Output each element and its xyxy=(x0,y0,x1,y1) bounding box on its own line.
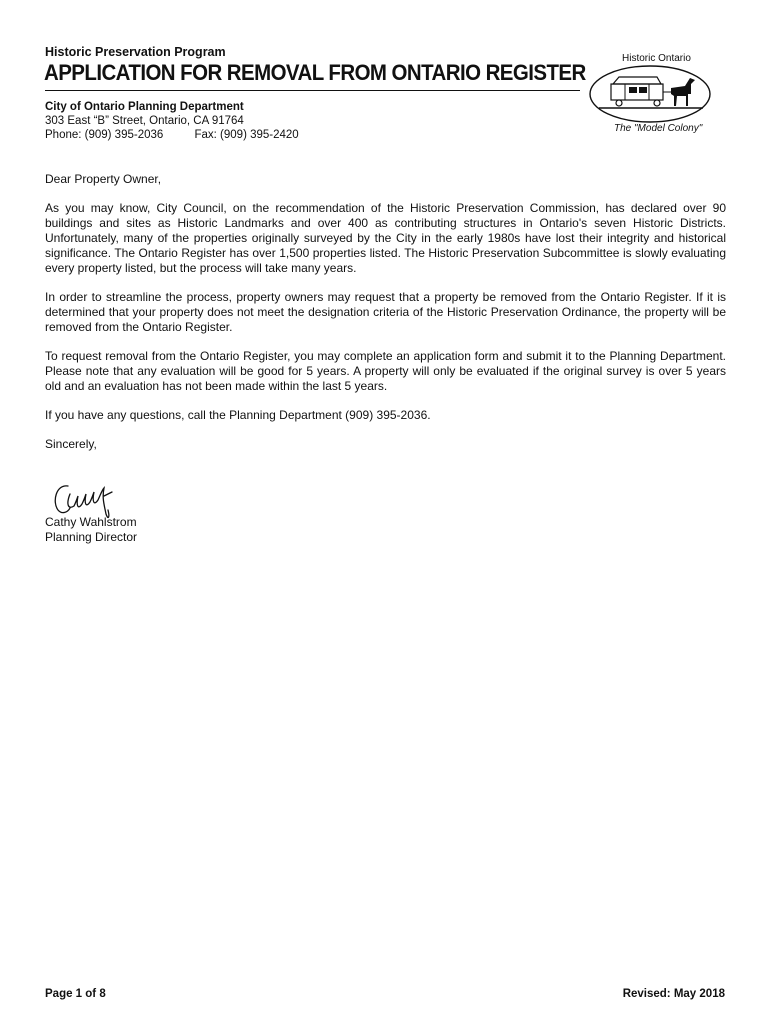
letter-body xyxy=(45,172,726,466)
title-divider xyxy=(45,90,580,91)
fax-number: Fax: (909) 395-2420 xyxy=(194,129,299,141)
closing: Sincerely, xyxy=(45,437,97,451)
department-address: 303 East “B” Street, Ontario, CA 91764 xyxy=(45,115,244,127)
paragraph-questions: If you have any questions, call the Planning Department (909) 395-2036. xyxy=(45,408,431,422)
document-title: APPLICATION FOR REMOVAL FROM ONTARIO REGISTER xyxy=(44,60,586,85)
signer-block xyxy=(45,515,137,545)
paragraph-intro: As you may know, City Council, on the recommendation of the Historic Preservation Commission, has declared over 90 buildings and sites as Historic Landmarks and over 400 as contributing structures in Ontario's seven Historic Districts. Unfortunately, many of the properties originally surveyed by the City in the early 1980s have lost their integrity and historical significance. The Ontario Register has over 1,500 properties listed. The Historic Preservation Subcommittee is slowly evaluating every property listed, but the process will take many years. xyxy=(45,201,726,275)
logo-title: Historic Ontario xyxy=(622,53,691,64)
page-number: Page 1 of 8 xyxy=(45,988,106,1000)
signer-name: Cathy Wahlstrom xyxy=(45,515,137,529)
paragraph-process: In order to streamline the process, property owners may request that a property be removed from the Ontario Register. If it is determined that your property does not meet the designation criteria of the Historic Preservation Ordinance, the property will be removed from the Ontario Register. xyxy=(45,290,726,334)
department-name: City of Ontario Planning Department xyxy=(45,101,244,113)
logo-tagline: The "Model Colony" xyxy=(614,123,703,134)
paragraph-request: To request removal from the Ontario Register, you may complete an application form and submit it to the Planning Department. Please note that any evaluation will be good for 5 years. A property will only be evaluated if the original survey is over 5 years old and an evaluation has not been made within the last 5 years. xyxy=(45,349,726,393)
signer-title: Planning Director xyxy=(45,530,138,544)
program-name: Historic Preservation Program xyxy=(45,45,226,59)
revision-date: Revised: May 2018 xyxy=(622,988,725,1000)
contact-line xyxy=(45,129,299,141)
phone-number: Phone: (909) 395-2036 xyxy=(45,129,164,141)
salutation: Dear Property Owner, xyxy=(45,172,162,186)
